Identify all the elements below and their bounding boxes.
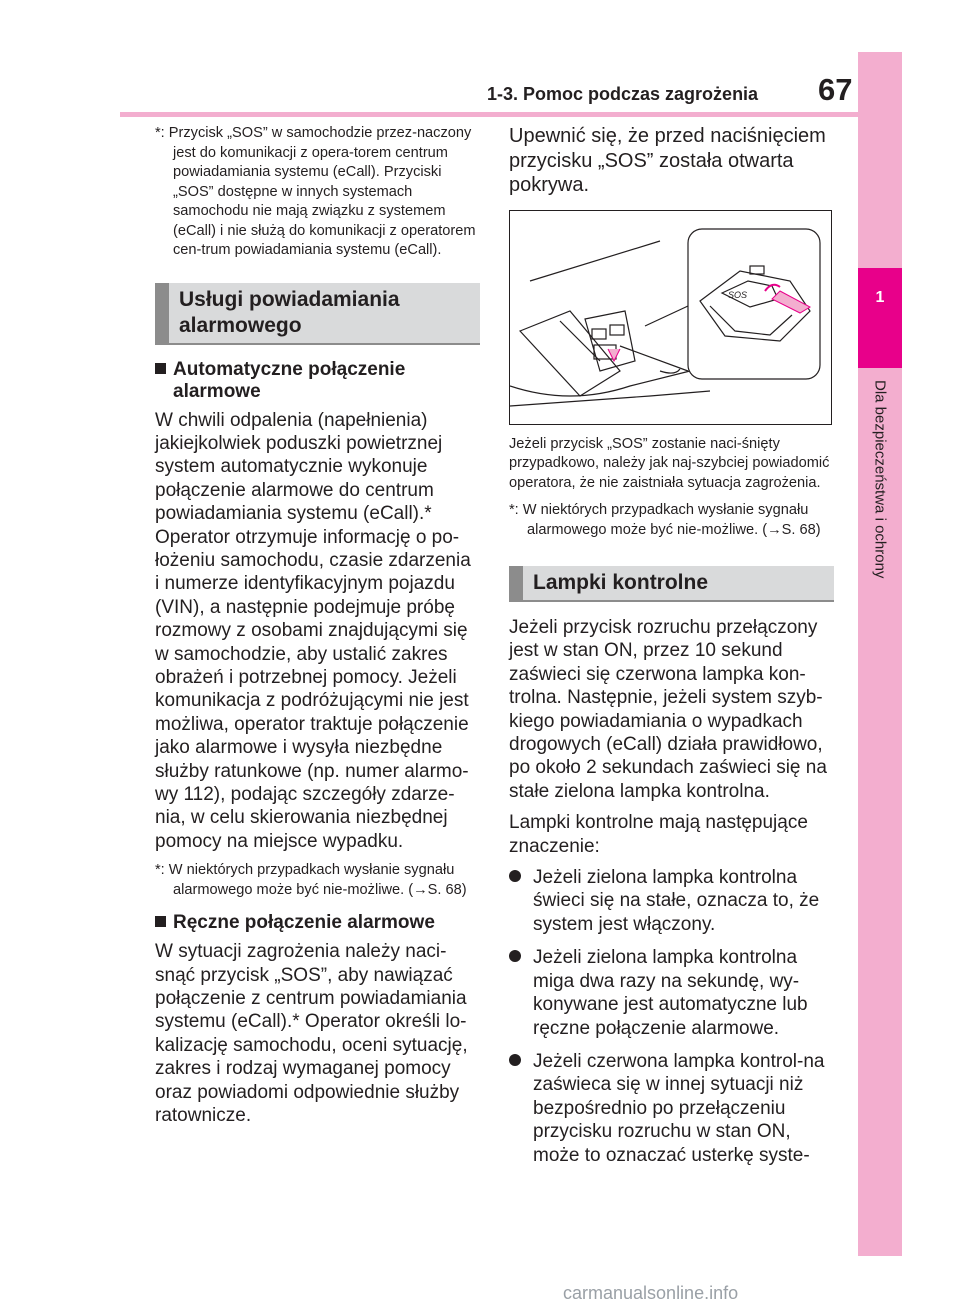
section-heading-indicator-lamps: Lampki kontrolne: [509, 566, 834, 602]
subheading-automatic-call: [155, 359, 480, 403]
list-item: [509, 866, 834, 936]
lamp-meaning-intro: Lampki kontrolne mają następujące znaczenie:: [509, 812, 808, 857]
square-bullet-icon: [155, 363, 166, 374]
page-number: 67: [818, 72, 853, 107]
open-cover-instruction: Upewnić się, że przed naciśnięciem przycisku „SOS” została otwarta pokrywa.: [509, 125, 826, 196]
subheading-automatic-text: Automatyczne połączenie alarmowe: [173, 358, 406, 402]
section-heading-emergency-services: Usługi powiadamiania alarmowego: [155, 283, 480, 345]
bullet-dot-icon: [509, 870, 521, 882]
watermark: carmanualsonline.info: [563, 1283, 739, 1303]
bullet-dot-icon: [509, 950, 521, 962]
list-item-text: Jeżeli zielona lampka kontrolna miga dwa razy na sekundę, wy-konywane jest automatyczne lub ręczne połączenie alarmowe.: [533, 947, 808, 1039]
subheading-manual-call: [155, 912, 480, 934]
bullet-dot-icon: [509, 1054, 521, 1066]
square-bullet-icon: [155, 916, 166, 927]
lamp-description: Jeżeli przycisk rozruchu przełączony jest w stan ON, przez 10 sekund zaświeci się czerwona lampka kon-trolna. Następnie, jeżeli system szyb-kiego powiadamiania o wypadkach drogowych (eCall) działa prawidłowo, po około 2 sekundach zaświeci się na stałe zielona lampka kontrolna.: [509, 617, 827, 802]
list-item: [509, 1050, 834, 1167]
list-item-text: Jeżeli czerwona lampka kontrol-na zaświeca się w innej sytuacji niż bezpośrednio po przełączeniu przycisku rozruchu w stan ON, może to oznaczać usterkę syste-: [533, 1050, 825, 1166]
list-item-text: Jeżeli zielona lampka kontrolna świeci się na stałe, oznacza to, że system jest włączony.: [533, 867, 820, 935]
left-column: [155, 124, 480, 1135]
page-section-title: 1-3. Pomoc podczas zagrożenia: [487, 84, 759, 104]
right-column: [509, 124, 834, 1177]
list-item: [509, 946, 834, 1040]
chapter-side-bar: [858, 52, 902, 1256]
accidental-press-note: Jeżeli przycisk „SOS” zostanie naci-śnięty przypadkowo, należy jak naj-szybciej powiadomić operatora, że nie zaistniała sytuacja zagrożenia.: [509, 435, 830, 491]
footnote-sos-button: *: Przycisk „SOS” w samochodzie przez-naczony jest do komunikacji z opera-torem centrum powiadamiania systemu (eCall). Przyciski „SOS” dostępne w innych systemach samochodu nie mają związku z systemem (eCall) i nie służą do komunikacji z operatorem cen-trum powiadamiania systemu (eCall).: [155, 125, 476, 258]
illustration-sos-label: SOS: [728, 289, 748, 300]
overhead-console-drawing: [510, 211, 830, 423]
subheading-manual-text: Ręczne połączenie alarmowe: [173, 912, 435, 934]
chapter-title-vertical: Dla bezpieczeństwa i ochrony: [871, 380, 889, 579]
automatic-call-body: W chwili odpalenia (napełnienia) jakiejkolwiek poduszki powietrznej system automatycznie wykonuje połączenie alarmowe do centrum powiadamiania systemu (eCall).* Operator otrzymuje informację o po-łożeniu samochodu, czasie zdarzenia i numerze identyfikacyjnym pojazdu (VIN), a następnie podejmuje próbę rozmowy z osobami znajdującymi się w samochodzie, aby ustalić zakres obrażeń i potrzebnej pomocy. Jeżeli komunikacja z podróżującymi nie jest możliwa, operator traktuje połączenie jako alarmowe i wysyła niezbędne służby ratunkowe (np. numer alarmo-wy 112), podając szczegóły zdarze-nia, w celu skierowania niezbędnej pomocy na miejsce wypadku.: [155, 409, 471, 852]
footnote-right: *: W niektórych przypadkach wysłanie sygnału alarmowego może być nie-możliwe. (→S. 68): [509, 502, 821, 538]
header-rule: [120, 112, 858, 117]
manual-call-body: W sytuacji zagrożenia należy naci-snąć przycisk „SOS”, aby nawiązać połączenie z centrum powiadamiania systemu (eCall).* Operator określi lo-kalizację samochodu, oceni sytuację, zakres i rodzaj wymaganej pomocy oraz powiadomi odpowiednie służby ratownicze.: [155, 941, 468, 1127]
footnote-automatic: *: W niektórych przypadkach wysłanie sygnału alarmowego może być nie-możliwe. (→S. 68): [155, 862, 467, 898]
sos-button-illustration: [509, 210, 832, 425]
chapter-number-tab[interactable]: 1: [858, 268, 902, 368]
